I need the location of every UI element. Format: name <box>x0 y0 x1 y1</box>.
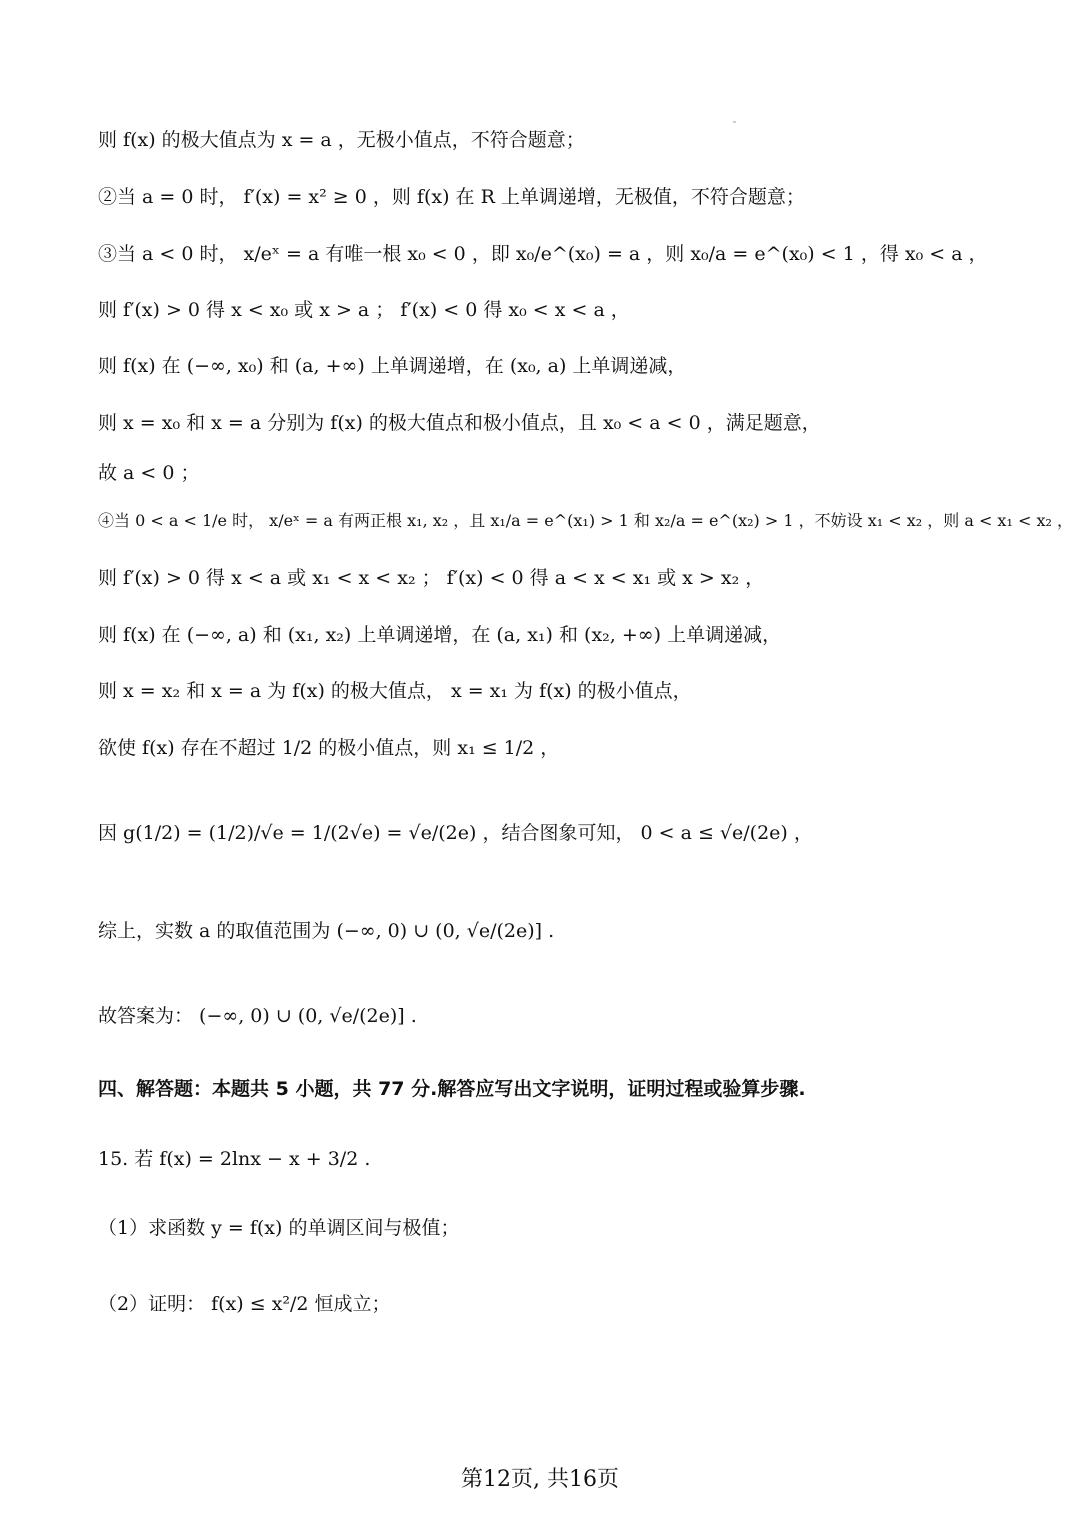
scan-speck <box>733 121 736 123</box>
solution-line-2: ②当 a = 0 时， f′(x) = x² ≥ 0 ，则 f(x) 在 R 上单调递增，无极值，不符合题意； <box>98 186 805 208</box>
solution-line-8: ④当 0 < a < 1/e 时， x/eˣ = a 有两正根 x₁, x₂ ，且 x₁/a = e^(x₁) > 1 和 x₂/a = e^(x₂) > 1 ，不妨设 x₁ < x₂ ，则 a < x₁ < x₂ ， <box>98 511 1073 530</box>
problem-15-stem: 15. 若 f(x) = 2lnx − x + 3/2 . <box>98 1148 371 1170</box>
solution-line-5: 则 f(x) 在 (−∞, x₀) 和 (a, +∞) 上单调递增，在 (x₀, a) 上单调递减， <box>98 355 687 377</box>
section-heading: 四、解答题：本题共 5 小题，共 77 分.解答应写出文字说明，证明过程或验算步骤. <box>98 1078 806 1100</box>
solution-line-1: 则 f(x) 的极大值点为 x = a ，无极小值点，不符合题意； <box>98 129 585 151</box>
solution-line-7: 故 a < 0 ； <box>98 462 200 484</box>
problem-15-part-2: （2）证明： f(x) ≤ x²/2 恒成立； <box>98 1293 391 1315</box>
solution-line-13: 因 g(1/2) = (1/2)/√e = 1/(2√e) = √e/(2e) ，结合图象可知， 0 < a ≤ √e/(2e) ， <box>98 822 813 844</box>
solution-line-11: 则 x = x₂ 和 x = a 为 f(x) 的极大值点， x = x₁ 为 f(x) 的极小值点， <box>98 680 692 702</box>
solution-line-15: 故答案为： (−∞, 0) ∪ (0, √e/(2e)] . <box>98 1005 417 1027</box>
page-footer: 第12页, 共16页 <box>461 1467 619 1492</box>
solution-line-14: 综上，实数 a 的取值范围为 (−∞, 0) ∪ (0, √e/(2e)] . <box>98 920 555 942</box>
solution-line-6: 则 x = x₀ 和 x = a 分别为 f(x) 的极大值点和极小值点，且 x₀ < a < 0 ，满足题意， <box>98 412 821 434</box>
solution-line-12: 欲使 f(x) 存在不超过 1/2 的极小值点，则 x₁ ≤ 1/2 ， <box>98 737 560 759</box>
solution-line-9: 则 f′(x) > 0 得 x < a 或 x₁ < x < x₂ ； f′(x) < 0 得 a < x < x₁ 或 x > x₂ ， <box>98 567 765 589</box>
problem-15-part-1: （1）求函数 y = f(x) 的单调区间与极值； <box>98 1217 460 1239</box>
solution-line-10: 则 f(x) 在 (−∞, a) 和 (x₁, x₂) 上单调递增，在 (a, x₁) 和 (x₂, +∞) 上单调递减， <box>98 624 782 646</box>
solution-line-4: 则 f′(x) > 0 得 x < x₀ 或 x > a ； f′(x) < 0 得 x₀ < x < a ， <box>98 299 630 321</box>
solution-line-3: ③当 a < 0 时， x/eˣ = a 有唯一根 x₀ < 0 ，即 x₀/e^(x₀) = a ，则 x₀/a = e^(x₀) < 1 ，得 x₀ < a ， <box>98 243 988 265</box>
